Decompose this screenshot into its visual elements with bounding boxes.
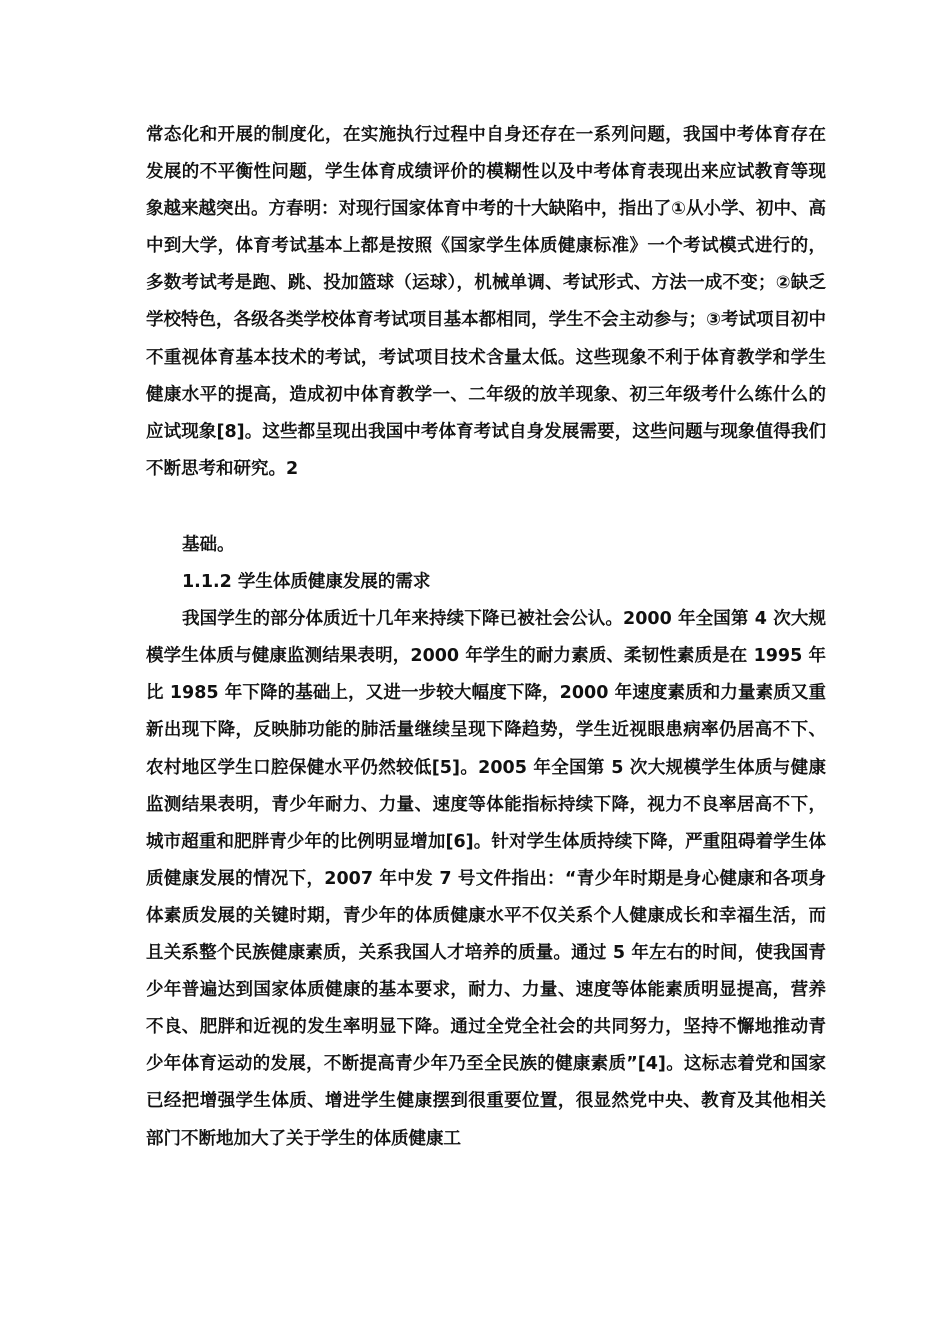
continued-paragraph: 常态化和开展的制度化，在实施执行过程中自身还存在一系列问题，我国中考体育存在发展的不平衡性问题，学生体育成绩评价的模糊性以及中考体育表现出来应试教育等现象越来越突出。方春明：对现行国家体育中考的十大缺陷中，指出了①从小学、初中、高中到大学，体育考试基本上都是按照《国家学生体质健康标准》一个考试模式进行的，多数考试考是跑、跳、投加篮球（运球），机械单调、考试形式、方法一成不变；②缺乏学校特色，各级各类学校体育考试项目基本都相同，学生不会主动参与；③考试项目初中不重视体育基本技术的考试，考试项目技术含量太低。这些现象不利于体育教学和学生健康水平的提高，造成初中体育教学一、二年级的放羊现象、初三年级考什么练什么的应试现象[8]。这些都呈现出我国中考体育考试自身发展需要，这些问题与现象值得我们不断思考和研究。2 [146, 125, 826, 479]
section-heading: 1.1.2 学生体质健康发展的需求 [182, 572, 431, 593]
text-block-top [146, 117, 826, 488]
text-block-main [146, 527, 826, 1158]
body-paragraph: 我国学生的部分体质近十几年来持续下降已被社会公认。2000 年全国第 4 次大规模学生体质与健康监测结果表明，2000 年学生的耐力素质、柔韧性素质是在 1995 年比 1985 年下降的基础上，又进一步较大幅度下降，2000 年速度素质和力量素质又重新出现下降，反映肺功能的肺活量继续呈现下降趋势，学生近视眼患病率仍居高不下、农村地区学生口腔保健水平仍然较低[5]。2005 年全国第 5 次大规模学生体质与健康监测结果表明，青少年耐力、力量、速度等体能指标持续下降，视力不良率居高不下，城市超重和肥胖青少年的比例明显增加[6]。针对学生体质持续下降，严重阻碍着学生体质健康发展的情况下，2007 年中发 7 号文件指出：“青少年时期是身心健康和各项身体素质发展的关键时期，青少年的体质健康水平不仅关系个人健康成长和幸福生活，而且关系整个民族健康素质，关系我国人才培养的质量。通过 5 年左右的时间，使我国青少年普遍达到国家体质健康的基本要求，耐力、力量、速度等体能素质明显提高，营养不良、肥胖和近视的发生率明显下降。通过全党全社会的共同努力，坚持不懈地推动青少年体育运动的发展，不断提高青少年乃至全民族的健康素质”[4]。这标志着党和国家已经把增强学生体质、增进学生健康摆到很重要位置，很显然党中央、教育及其他相关部门不断地加大了关于学生的体质健康工 [146, 609, 826, 1149]
fragment-line: 基础。 [182, 535, 235, 555]
